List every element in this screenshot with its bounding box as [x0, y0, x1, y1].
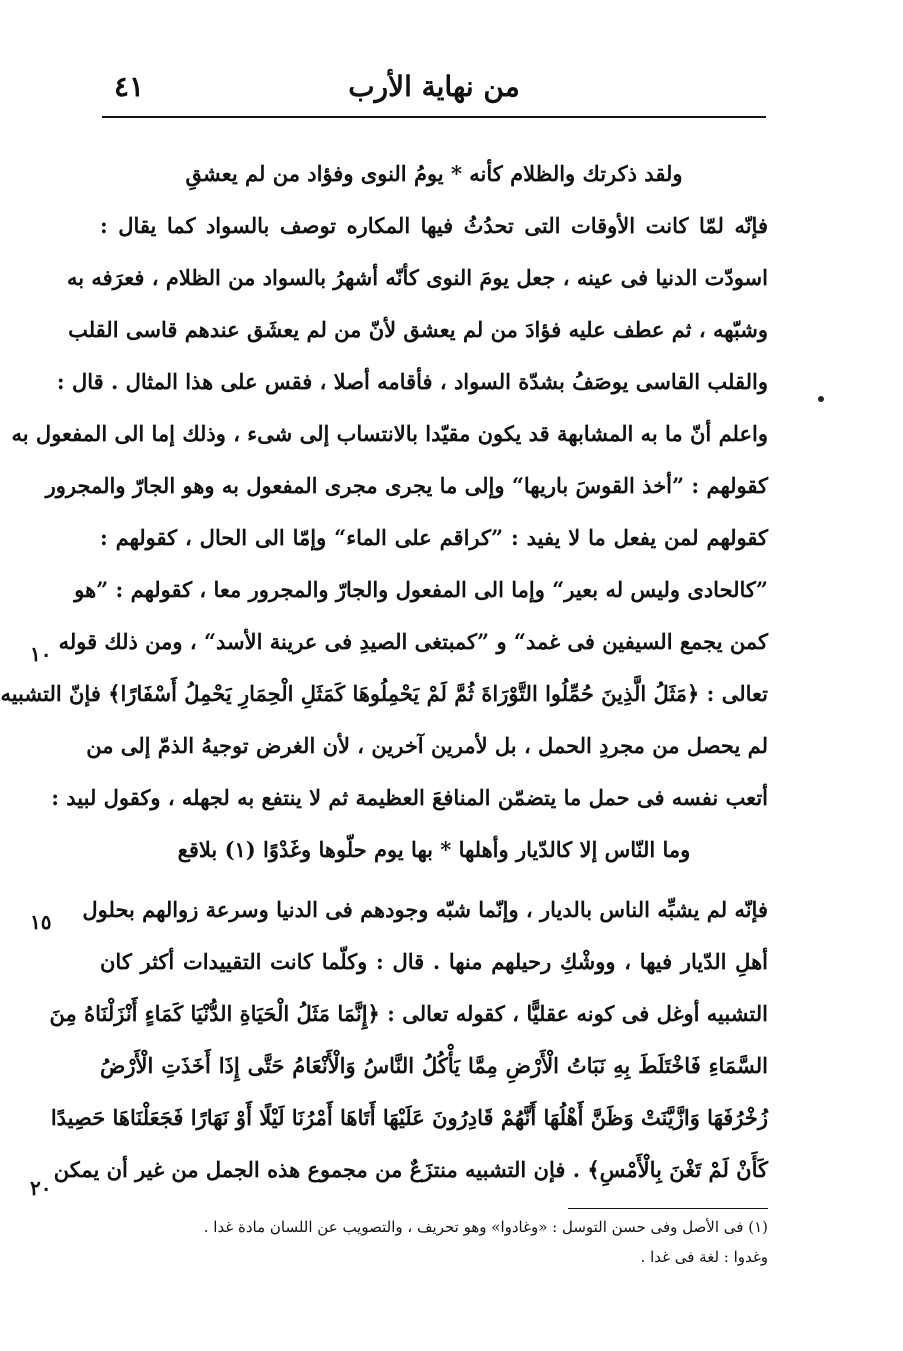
text-line: اسودّت الدنيا فى عينه ، جعل يومَ النوى كأنّه أشهرُ بالسواد من الظلام ، فعرَفه به [66, 265, 768, 290]
footnote-rule [568, 1208, 768, 1209]
line-number-10: ١٠ [30, 642, 52, 666]
text-line: لم يحصل من مجردِ الحمل ، بل لأمرين آخرين ، لأن الغرض توجيهُ الذمّ إلى من [86, 733, 768, 758]
text-line: والقلب القاسى يوصَفُ بشدّة السواد ، فأقامه أصلا ، فقس على هذا المثال . قال : [56, 369, 768, 394]
header-rule [102, 116, 766, 118]
text-line: واعلم أنّ ما به المشابهة قد يكون مقيّدا بالانتساب إلى شىء ، وذلك إما الى المفعول به [11, 421, 768, 446]
running-header [102, 62, 766, 112]
text-line: كقولهم لمن يفعل ما لا يفيد : ”كراقم على الماء“ وإمّا الى الحال ، كقولهم : [100, 525, 768, 550]
margin-dot [818, 396, 824, 402]
text-line: فإنّه لم يشبِّه الناس بالديار ، وإنّما شبّه وجودهم فى الدنيا وسرعة زوالهم بحلول [82, 897, 768, 922]
line-number-15: ١٥ [30, 910, 52, 934]
page-number: ٤١ [114, 70, 145, 103]
book-page [2, 0, 903, 1351]
text-line: التشبيه أوغل فى كونه عقليًّا ، كقوله تعالى : ﴿إِنَّمَا مَثَلُ الْحَيَاةِ الدُّنْيَا كَمَاءٍ أَنْزَلْنَاهُ مِنَ [49, 1001, 768, 1026]
verse-line: ولقد ذكرتك والظلام كأنه * يومُ النوى وفؤاد من لم يعشقِ [185, 161, 683, 186]
line-number-20: ٢٠ [30, 1176, 52, 1200]
text-line: أتعب نفسه فى حمل ما يتضمّن المنافعَ العظيمة ثم لا ينتفع به لجهله ، وكقول لبيد : [51, 785, 768, 810]
text-line: تعالى : ﴿مَثَلُ الَّذِينَ حُمِّلُوا التَّوْرَاةَ ثُمَّ لَمْ يَحْمِلُوهَا كَمَثَلِ الْحِمَارِ يَحْمِلُ أَسْفَارًا﴾ فإنّ التشبيه [0, 681, 768, 706]
footnote-line: (١) فى الأصل وفى حسن التوسل : «وغادوا» وهو تحريف ، والتصويب عن اللسان مادة غدا . [203, 1218, 768, 1236]
text-line: زُخْرُفَهَا وَازَّيَّنَتْ وَظَنَّ أَهْلُهَا أَنَّهُمْ قَادِرُونَ عَلَيْهَا أَتَاهَا أَمْرُنَا لَيْلًا أَوْ نَهَارًا فَجَعَلْنَاهَا حَصِيدًا [50, 1105, 768, 1130]
text-line: أهلِ الدّيار فيها ، ووشْكِ رحيلهم منها . قال : وكلّما كانت التقييدات أكثر كان [100, 949, 768, 974]
text-line: السَّمَاءِ فَاخْتَلَطَ بِهِ نَبَاتُ الْأَرْضِ مِمَّا يَأْكُلُ النَّاسُ وَالْأَنْعَامُ حَتَّى إِذَا أَخَذَتِ الْأَرْضُ [100, 1053, 768, 1078]
footnotes [100, 1212, 768, 1272]
text-line: فإنّه لمّا كانت الأوقات التى تحدُثُ فيها المكاره توصف بالسواد كما يقال : [100, 213, 768, 238]
verse-line: وما النّاس إلا كالدّيار وأهلها * بها يوم حلّوها وغَدْوًا (١) بلاقع [177, 837, 691, 862]
text-line: كقولهم : ”أخذ القوسَ باريها“ وإلى ما يجرى مجرى المفعول به وهو الجارّ والمجرور [45, 473, 768, 498]
text-line: كمن يجمع السيفين فى غمد“ و ”كمبتغى الصيدِ فى عرينة الأسد“ ، ومن ذلك قوله [58, 629, 768, 654]
text-line: كَأَنْ لَمْ تَغْنَ بِالْأَمْسِ﴾ . فإن التشبيه منتزَعٌ من مجموع هذه الجمل من غير أن يمكن [53, 1157, 768, 1182]
text-line: وشبّهه ، ثم عطف عليه فؤادَ من لم يعشق لأنّ من لم يعشَق عندهم قاسى القلب [68, 317, 768, 342]
running-title: من نهاية الأرب [348, 70, 520, 103]
text-line: ”كالحادى وليس له بعير“ وإما الى المفعول والجارّ والمجرور معا ، كقولهم : ”هو [74, 577, 768, 602]
footnote-line: وغدوا : لغة فى غدا . [640, 1248, 768, 1266]
